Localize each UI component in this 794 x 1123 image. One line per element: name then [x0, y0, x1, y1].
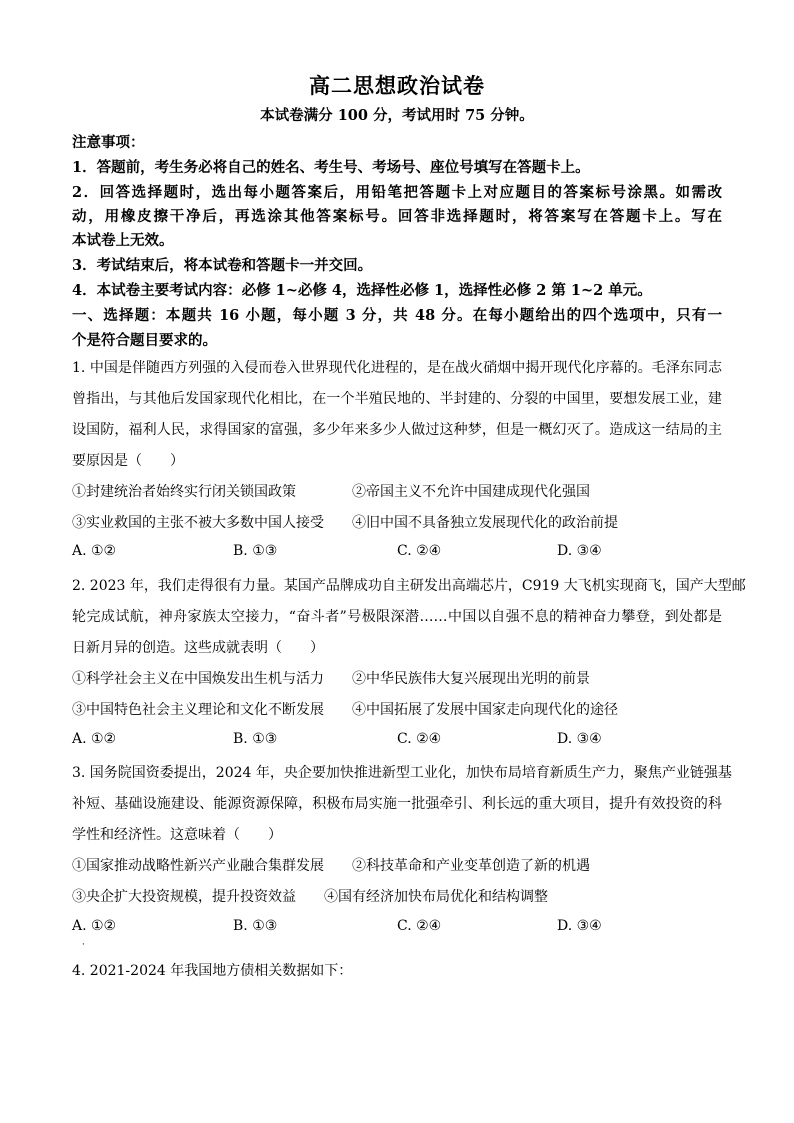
q3-statement-4: ④国有经济加快布局优化和结构调整 — [324, 889, 548, 905]
q2-option-d: D. ③④ — [557, 731, 602, 747]
q2-statement-4: ④中国拓展了发展中国家走向现代化的途径 — [352, 702, 618, 718]
q1-statement-3: ③实业救国的主张不被大多数中国人接受 — [72, 515, 324, 531]
note-2-line-2: 动，用橡皮擦干净后，再选涂其他答案标号。回答非选择题时，将答案写在答题卡上。写在 — [72, 208, 722, 225]
q3-statement-1: ①国家推动战略性新兴产业融合集群发展 — [72, 858, 324, 874]
q2-option-c: C. ②④ — [397, 731, 442, 747]
section-heading-line-1: 一、选择题：本题共 16 小题，每小题 3 分，共 48 分。在每小题给出的四个选项中，只有一 — [72, 307, 722, 324]
q2-statement-3: ③中国特色社会主义理论和文化不断发展 — [72, 702, 324, 718]
q2-stem-line-2: 轮完成试航，神舟家族太空接力，“奋斗者”号极限深潜……中国以自强不息的精神奋力攀登，到处都是 — [72, 609, 722, 625]
q3-option-b: B. ①③ — [233, 918, 278, 934]
scan-speck: · — [82, 940, 85, 950]
q1-option-d: D. ③④ — [557, 543, 602, 559]
q2-stem-line-3: 日新月异的创造。这些成就表明（ ） — [72, 640, 324, 656]
note-2-line-1: 2．回答选择题时，选出每小题答案后，用铅笔把答题卡上对应题目的答案标号涂黑。如需改 — [72, 184, 722, 201]
q2-option-a: A. ①② — [72, 731, 117, 747]
q3-stem-line-1: 3. 国务院国资委提出，2024 年，央企要加快推进新型工业化，加快布局培育新质生产力，聚焦产业链强基 — [72, 765, 732, 781]
q1-stem-line-2: 曾指出，与其他后发国家现代化相比，在一个半殖民地的、半封建的、分裂的中国里，要想发展工业，建 — [72, 391, 722, 407]
q3-stem-line-2: 补短、基础设施建设、能源资源保障，积极布局实施一批强牵引、利长远的重大项目，提升有效投资的科 — [72, 796, 722, 812]
q1-statement-4: ④旧中国不具备独立发展现代化的政治前提 — [352, 515, 618, 531]
q3-statement-2: ②科技革命和产业变革创造了新的机遇 — [352, 858, 590, 874]
q2-statement-1: ①科学社会主义在中国焕发出生机与活力 — [72, 671, 324, 687]
q1-stem-line-1: 1. 中国是伴随西方列强的入侵而卷入世界现代化进程的，是在战火硝烟中揭开现代化序幕的。毛泽东同志 — [72, 360, 722, 376]
note-3: 3．考试结束后，将本试卷和答题卡一并交回。 — [72, 257, 373, 274]
q1-option-a: A. ①② — [72, 543, 117, 559]
q1-stem-line-4: 要原因是（ ） — [72, 453, 184, 469]
note-2-line-3: 本试卷上无效。 — [72, 232, 174, 249]
note-4: 4．本试卷主要考试内容：必修 1~必修 4，选择性必修 1，选择性必修 2 第 1~2 单元。 — [72, 282, 652, 299]
q4-stem-line-1: 4. 2021-2024 年我国地方债相关数据如下： — [72, 963, 353, 979]
notes-heading: 注意事项： — [72, 134, 145, 151]
q2-stem-line-1: 2. 2023 年，我们走得很有力量。某国产品牌成功自主研发出高端芯片，C919 大飞机实现商飞，国产大型邮 — [72, 578, 746, 594]
page-title: 高二思想政治试卷 — [309, 73, 485, 98]
q1-statement-2: ②帝国主义不允许中国建成现代化强国 — [352, 484, 590, 500]
q1-stem-line-3: 设国防，福利人民，求得国家的富强，多少年来多少人做过这种梦，但是一概幻灭了。造成这一结局的主 — [72, 422, 722, 438]
q1-statement-1: ①封建统治者始终实行闭关锁国政策 — [72, 484, 296, 500]
q2-option-b: B. ①③ — [233, 731, 278, 747]
note-1: 1．答题前，考生务必将自己的姓名、考生号、考场号、座位号填写在答题卡上。 — [72, 159, 590, 176]
q1-option-c: C. ②④ — [397, 543, 442, 559]
q3-statement-3: ③央企扩大投资规模，提升投资效益 — [72, 889, 296, 905]
q2-statement-2: ②中华民族伟大复兴展现出光明的前景 — [352, 671, 590, 687]
q3-option-d: D. ③④ — [557, 918, 602, 934]
section-heading-line-2: 个是符合题目要求的。 — [72, 332, 217, 349]
q3-option-a: A. ①② — [72, 918, 117, 934]
q3-stem-line-3: 学性和经济性。这意味着（ ） — [72, 827, 282, 843]
page-subtitle: 本试卷满分 100 分，考试用时 75 分钟。 — [260, 107, 534, 124]
q3-option-c: C. ②④ — [397, 918, 442, 934]
q1-option-b: B. ①③ — [233, 543, 278, 559]
